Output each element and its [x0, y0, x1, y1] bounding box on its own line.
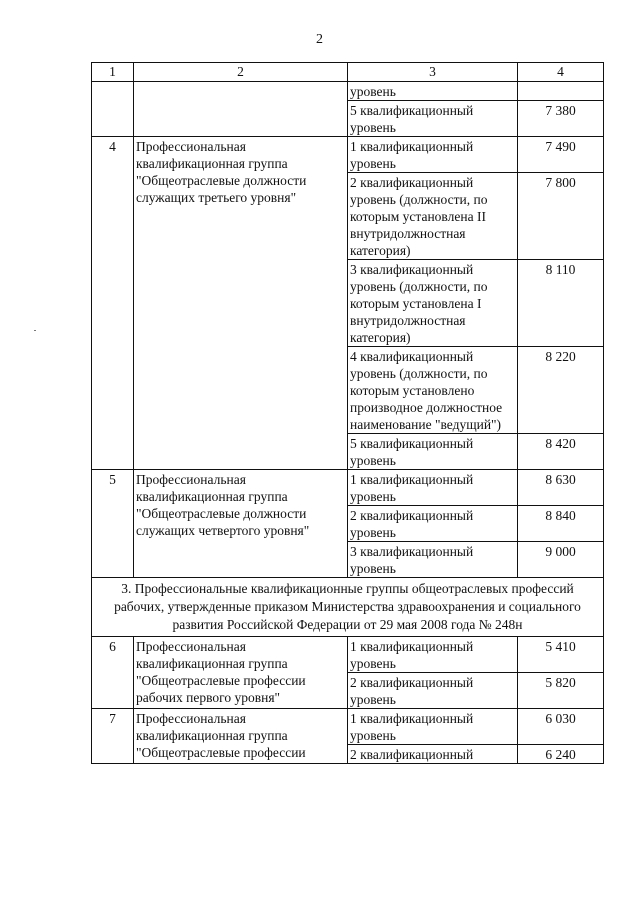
scan-artifact	[34, 330, 36, 331]
level-cell: 1 квалификационный уровень	[348, 637, 518, 673]
group-name-cell	[134, 82, 348, 137]
table-row	[92, 82, 604, 101]
group-number-cell: 6	[92, 637, 134, 709]
header-cell-3: 3	[348, 63, 518, 82]
group-name-cell: Профессиональная квалификационная группа "Общеотраслевые профессии рабочих первого уровня"	[134, 637, 348, 709]
section-heading-row	[92, 578, 604, 637]
table-row	[92, 709, 604, 745]
table-row	[92, 637, 604, 673]
level-cell: 5 квалификационный уровень	[348, 101, 518, 137]
salary-cell: 9 000	[518, 542, 604, 578]
group-name-cell: Профессиональная квалификационная группа "Общеотраслевые должности служащих четвертого уровня"	[134, 470, 348, 578]
header-cell-1: 1	[92, 63, 134, 82]
level-cell: 2 квалификационный	[348, 745, 518, 764]
table-header-row	[92, 63, 604, 82]
salary-cell: 8 220	[518, 347, 604, 434]
salary-cell: 5 820	[518, 673, 604, 709]
group-number-cell: 4	[92, 137, 134, 470]
header-cell-2: 2	[134, 63, 348, 82]
group-name-cell: Профессиональная квалификационная группа "Общеотраслевые профессии	[134, 709, 348, 764]
salary-cell: 7 800	[518, 173, 604, 260]
table-row	[92, 137, 604, 173]
level-cell: 3 квалификационный уровень	[348, 542, 518, 578]
level-cell: 5 квалификационный уровень	[348, 434, 518, 470]
group-name-cell: Профессиональная квалификационная группа "Общеотраслевые должности служащих третьего уровня"	[134, 137, 348, 470]
table-row	[92, 470, 604, 506]
salary-cell: 8 840	[518, 506, 604, 542]
header-cell-4: 4	[518, 63, 604, 82]
group-number-cell	[92, 82, 134, 137]
page-number: 2	[316, 32, 323, 47]
level-cell: 1 квалификационный уровень	[348, 137, 518, 173]
salary-cell: 8 110	[518, 260, 604, 347]
salary-cell: 6 240	[518, 745, 604, 764]
salary-cell	[518, 82, 604, 101]
group-number-cell: 5	[92, 470, 134, 578]
salary-cell: 7 490	[518, 137, 604, 173]
salary-table	[91, 62, 604, 764]
level-cell: 2 квалификационный уровень	[348, 506, 518, 542]
salary-cell: 7 380	[518, 101, 604, 137]
salary-cell: 6 030	[518, 709, 604, 745]
section-title: 3. Профессиональные квалификационные группы общеотраслевых профессий рабочих, утвержденные приказом Министерства здравоохранения и социального развития Российской Федерации от 29 мая 2008 года № 248н	[92, 578, 604, 637]
salary-cell: 8 420	[518, 434, 604, 470]
salary-cell: 8 630	[518, 470, 604, 506]
level-cell: 1 квалификационный уровень	[348, 709, 518, 745]
level-cell: 4 квалификационный уровень (должности, по которым установлено производное должностное наименование "ведущий")	[348, 347, 518, 434]
level-cell: 2 квалификационный уровень (должности, по которым установлена II внутридолжностная категория)	[348, 173, 518, 260]
salary-cell: 5 410	[518, 637, 604, 673]
level-cell: 3 квалификационный уровень (должности, по которым установлена I внутридолжностная категория)	[348, 260, 518, 347]
level-cell: уровень	[348, 82, 518, 101]
group-number-cell: 7	[92, 709, 134, 764]
level-cell: 2 квалификационный уровень	[348, 673, 518, 709]
level-cell: 1 квалификационный уровень	[348, 470, 518, 506]
